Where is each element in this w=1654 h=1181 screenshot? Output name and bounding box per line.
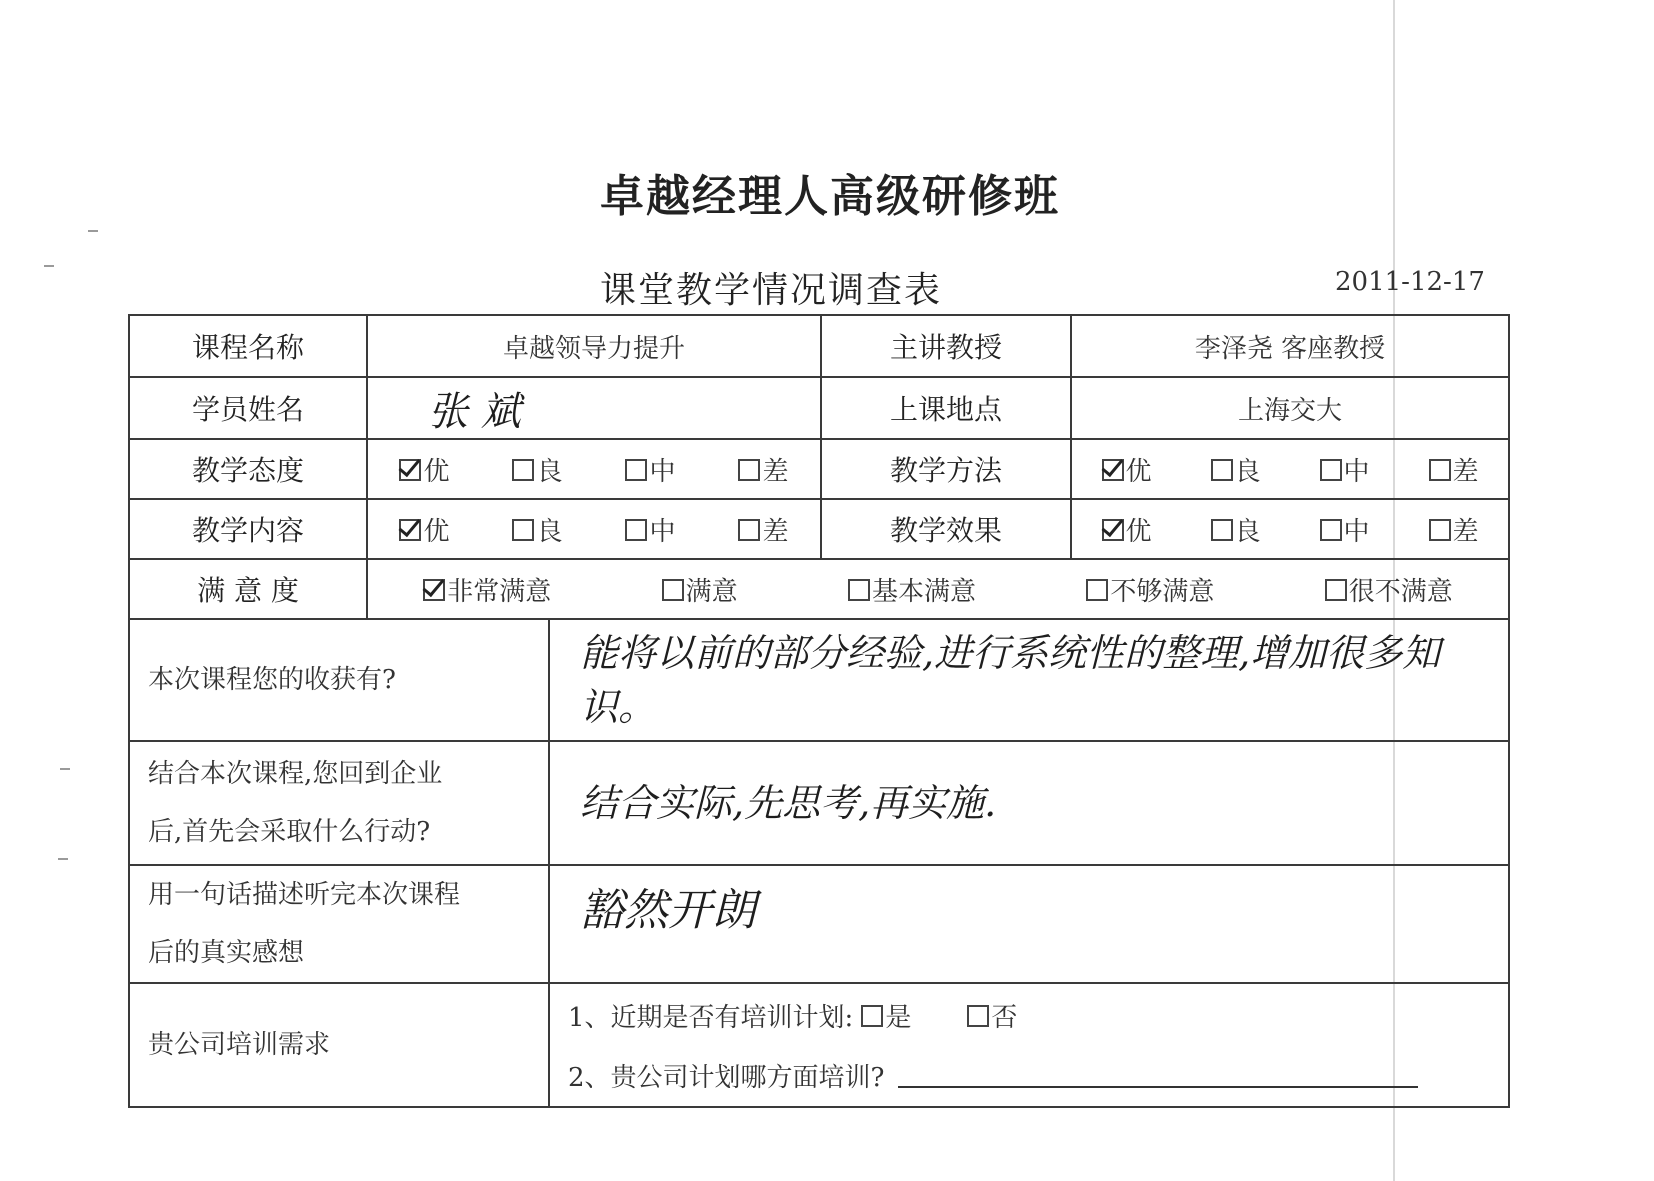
checkbox-icon[interactable] [625,519,647,541]
attitude-option[interactable] [399,451,449,488]
training-area-input[interactable] [898,1062,1418,1088]
effect-option[interactable] [1102,511,1152,548]
option-label: 差 [1452,456,1479,487]
option-label: 良 [536,516,563,547]
method-label: 教学方法 [821,439,1071,499]
feeling-question [129,865,549,983]
checkbox-icon[interactable] [1429,459,1451,481]
option-label: 优 [1125,516,1152,547]
checkbox-icon[interactable] [738,519,760,541]
checkbox-icon[interactable] [625,459,647,481]
option-label: 不够满意 [1110,576,1215,607]
course-label: 课程名称 [129,315,367,377]
satisfaction-option[interactable] [1086,571,1214,608]
option-label: 中 [649,456,676,487]
option-label: 良 [1234,516,1261,547]
survey-date: 2011-12-17 [1335,267,1485,297]
option-label: 优 [423,456,450,487]
content-option[interactable] [738,511,788,548]
professor-label: 主讲教授 [821,315,1071,377]
training-no-option[interactable] [967,997,1017,1034]
student-row [129,377,1509,439]
training-plan-line [550,985,1508,1045]
action-question [129,741,549,865]
option-label: 否 [991,1002,1018,1033]
checkbox-icon[interactable] [512,459,534,481]
location-value: 上海交大 [1071,377,1509,439]
option-label: 很不满意 [1348,576,1453,607]
training-area-line [550,1045,1508,1105]
option-label: 差 [1452,516,1479,547]
option-label: 非常满意 [447,576,552,607]
checkbox-checked-icon[interactable] [399,459,421,481]
option-label: 优 [1125,456,1152,487]
checkbox-icon[interactable] [738,459,760,481]
effect-label: 教学效果 [821,499,1071,559]
attitude-option[interactable] [625,451,675,488]
option-label: 差 [762,516,789,547]
checkbox-icon[interactable] [1325,579,1347,601]
feeling-question-line2: 后的真实感想 [148,938,305,968]
satisfaction-row [129,559,1509,619]
content-option[interactable] [625,511,675,548]
effect-option[interactable] [1211,511,1261,548]
course-value: 卓越领导力提升 [367,315,821,377]
checkbox-icon[interactable] [848,579,870,601]
method-option[interactable] [1102,451,1152,488]
scan-mark [44,265,54,267]
attitude-method-row [129,439,1509,499]
content-label: 教学内容 [129,499,367,559]
content-option[interactable] [399,511,449,548]
location-label: 上课地点 [821,377,1071,439]
scan-mark [58,858,68,860]
action-row [129,741,1509,865]
satisfaction-option[interactable] [662,571,738,608]
student-name-field[interactable]: 张 斌 [367,377,821,439]
feeling-question-line1: 用一句话描述听完本次课程 [148,880,461,910]
checkbox-icon[interactable] [1429,519,1451,541]
feeling-row [129,865,1509,983]
checkbox-icon[interactable] [1211,519,1233,541]
attitude-option[interactable] [512,451,562,488]
training-area-question: 2、贵公司计划哪方面培训? [568,1062,885,1093]
training-row [129,983,1509,1107]
satisfaction-option[interactable] [423,571,551,608]
option-label: 中 [1343,456,1370,487]
option-label: 中 [649,516,676,547]
effect-option[interactable] [1429,511,1479,548]
survey-form [128,314,1510,1108]
checkbox-icon[interactable] [512,519,534,541]
document-subtitle: 课堂教学情况调查表 [600,270,943,311]
scan-mark [60,768,70,770]
training-label: 贵公司培训需求 [129,983,549,1107]
checkbox-checked-icon[interactable] [399,519,421,541]
checkbox-icon[interactable] [1320,459,1342,481]
effect-option[interactable] [1320,511,1370,548]
checkbox-checked-icon[interactable] [423,579,445,601]
option-label: 良 [536,456,563,487]
checkbox-checked-icon[interactable] [1102,519,1124,541]
action-question-line1: 结合本次课程,您回到企业 [148,759,443,789]
course-row [129,315,1509,377]
action-question-line2: 后,首先会采取什么行动? [148,817,431,847]
checkbox-icon[interactable] [1320,519,1342,541]
gain-question: 本次课程您的收获有? [129,619,549,741]
gain-row [129,619,1509,741]
feeling-answer-field[interactable]: 豁然开朗 [549,865,1509,983]
content-option[interactable] [512,511,562,548]
option-label: 是 [885,1002,912,1033]
checkbox-checked-icon[interactable] [1102,459,1124,481]
method-option[interactable] [1320,451,1370,488]
checkbox-icon[interactable] [1086,579,1108,601]
option-label: 优 [423,516,450,547]
satisfaction-option[interactable] [1325,571,1453,608]
gain-answer-field[interactable]: 能将以前的部分经验,进行系统性的整理,增加很多知识。 [549,619,1509,741]
attitude-label: 教学态度 [129,439,367,499]
method-options [1071,439,1509,499]
student-label: 学员姓名 [129,377,367,439]
training-plan-question: 1、近期是否有培训计划: [568,1002,854,1033]
satisfaction-label: 满 意 度 [129,559,367,619]
checkbox-icon[interactable] [861,1005,883,1027]
attitude-options [367,439,821,499]
training-questions [549,983,1509,1107]
effect-options [1071,499,1509,559]
option-label: 中 [1343,516,1370,547]
action-answer-field[interactable]: 结合实际,先思考,再实施. [549,741,1509,865]
content-options [367,499,821,559]
checkbox-icon[interactable] [1211,459,1233,481]
document-title: 卓越经理人高级研修班 [600,171,1060,222]
checkbox-icon[interactable] [967,1005,989,1027]
option-label: 差 [762,456,789,487]
method-option[interactable] [1429,451,1479,488]
satisfaction-option[interactable] [848,571,976,608]
attitude-option[interactable] [738,451,788,488]
option-label: 基本满意 [871,576,976,607]
content-effect-row [129,499,1509,559]
checkbox-icon[interactable] [662,579,684,601]
training-yes-option[interactable] [861,997,911,1034]
option-label: 满意 [685,576,738,607]
scan-mark [88,230,98,232]
professor-value: 李泽尧 客座教授 [1071,315,1509,377]
method-option[interactable] [1211,451,1261,488]
satisfaction-options [367,559,1509,619]
option-label: 良 [1234,456,1261,487]
